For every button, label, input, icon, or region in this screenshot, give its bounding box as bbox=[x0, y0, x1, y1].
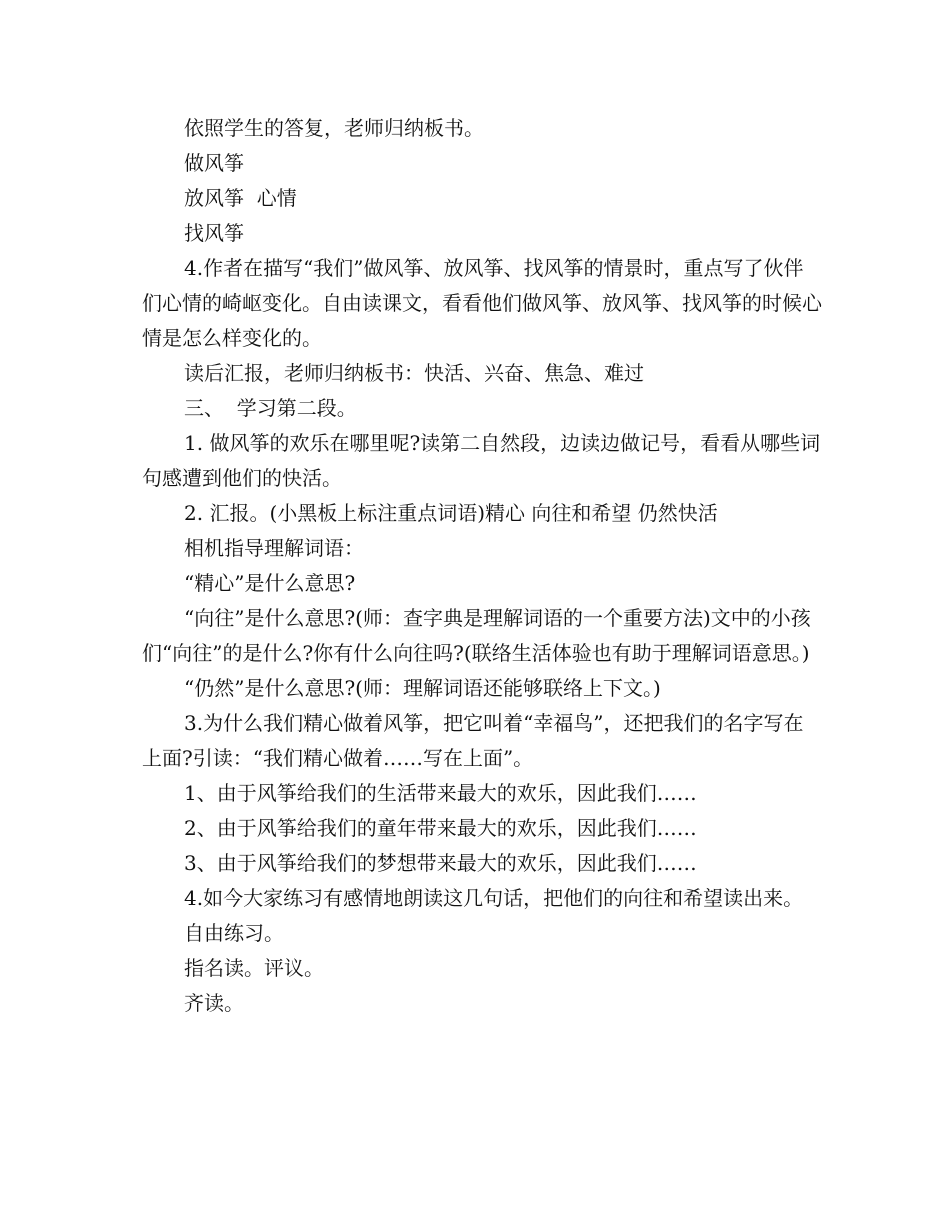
paragraph-17: 3、由于风筝给我们的梦想带来最大的欢乐，因此我们…… bbox=[184, 851, 697, 875]
section-heading-3: 三、 学习第二段。 bbox=[184, 396, 357, 420]
paragraph-21: 齐读。 bbox=[184, 991, 244, 1015]
paragraph-11: “精心”是什么意思? bbox=[184, 571, 356, 595]
paragraph-14: 3.为什么我们精心做着风筝，把它叫着“幸福鸟”，还把我们的名字写在上面?引读：“我们精心做着……写在上面”。 bbox=[142, 711, 804, 770]
paragraph-4: 找风筝 bbox=[184, 221, 244, 245]
paragraph-1: 依照学生的答复，老师归纳板书。 bbox=[184, 116, 484, 140]
paragraph-20: 指名读。评议。 bbox=[184, 956, 324, 980]
paragraph-2: 做风筝 bbox=[184, 151, 244, 175]
paragraph-9: 2. 汇报。(小黑板上标注重点词语)精心 向往和希望 仍然快活 bbox=[184, 501, 718, 525]
paragraph-19: 自由练习。 bbox=[184, 921, 284, 945]
paragraph-8: 1. 做风筝的欢乐在哪里呢?读第二自然段，边读边做记号，看看从哪些词句感遭到他们的快活。 bbox=[142, 431, 821, 490]
paragraph-12: “向往”是什么意思?(师：查字典是理解词语的一个重要方法)文中的小孩们“向往”的是什么?你有什么向往吗?(联络生活体验也有助于理解词语意思。) bbox=[142, 606, 811, 665]
paragraph-18: 4.如今大家练习有感情地朗读这几句话，把他们的向往和希望读出来。 bbox=[184, 886, 804, 910]
paragraph-10: 相机指导理解词语： bbox=[184, 536, 364, 560]
paragraph-3: 放风筝 心情 bbox=[184, 186, 297, 210]
paragraph-13: “仍然”是什么意思?(师：理解词语还能够联络上下文。) bbox=[184, 676, 661, 700]
paragraph-15: 1、由于风筝给我们的生活带来最大的欢乐，因此我们…… bbox=[184, 781, 697, 805]
paragraph-5: 4.作者在描写“我们”做风筝、放风筝、找风筝的情景时，重点写了伙伴们心情的崎岖变化。自由读课文，看看他们做风筝、放风筝、找风筝的时候心情是怎么样变化的。 bbox=[142, 256, 822, 350]
paragraph-16: 2、由于风筝给我们的童年带来最大的欢乐，因此我们…… bbox=[184, 816, 697, 840]
document-body bbox=[142, 111, 822, 1021]
paragraph-6: 读后汇报，老师归纳板书：快活、兴奋、焦急、难过 bbox=[184, 361, 644, 385]
